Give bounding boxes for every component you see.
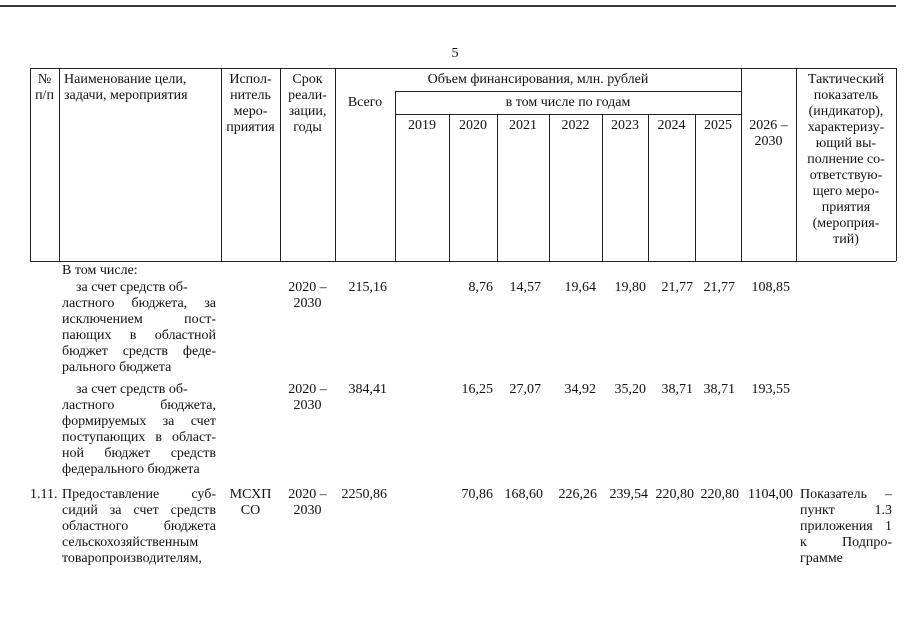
row-term: 2020 – 2030 — [288, 280, 327, 311]
header-indicator: Тактический показатель (индикатор), характеризу- ющий вы- полнение со- ответствую- щего меро- приятия (мероприя- тий) — [807, 72, 885, 247]
header-term: Срок реали- зации, годы — [288, 72, 327, 135]
row-value: 239,54 — [609, 487, 648, 502]
row-value: 70,86 — [461, 487, 493, 502]
page-number: 5 — [451, 46, 459, 61]
row-number: 1.11. — [30, 487, 58, 502]
top-border-line — [0, 5, 896, 7]
row-total: 384,41 — [348, 382, 387, 397]
header-year: 2022 — [561, 118, 590, 133]
header-name: Наименование цели, задачи, мероприятия — [64, 72, 188, 103]
row-total: 2250,86 — [341, 487, 387, 502]
row-value: 220,80 — [700, 487, 739, 502]
row-name-line: ластного бюджета, за — [62, 296, 216, 311]
row-name — [62, 382, 216, 478]
row-term: 2020 – 2030 — [288, 382, 327, 413]
header-year: 2020 — [459, 118, 487, 133]
row-name-line: сельскохозяйственным — [62, 535, 199, 550]
row-name-line: пающих в областной — [62, 328, 216, 343]
header-year: 2026 – 2030 — [749, 118, 788, 149]
row-value: 27,07 — [509, 382, 541, 397]
row-value: 168,60 — [504, 487, 543, 502]
row-value: 19,80 — [614, 280, 646, 295]
row-term: 2020 – 2030 — [288, 487, 327, 518]
row-name-line: товаропроизводителям, — [62, 551, 202, 566]
row-name-line: бюджет средств феде- — [62, 344, 216, 359]
row-indicator-line: приложения 1 — [800, 519, 892, 534]
row-executor: МСХП СО — [229, 487, 272, 518]
row-indicator-line: грамме — [800, 551, 843, 566]
row-value: 193,55 — [751, 382, 790, 397]
row-name-line: ластного бюджета, — [62, 398, 216, 413]
row-value: 14,57 — [509, 280, 541, 295]
row-indicator — [800, 487, 892, 567]
header-by-years: в том числе по годам — [505, 95, 631, 110]
row-name-line: федерального бюджета — [62, 462, 200, 477]
row-name-line: формируемых за счет — [62, 414, 216, 429]
row-name-line: за счет средств об- — [76, 382, 188, 397]
row-name — [62, 280, 216, 376]
row-value: 226,26 — [558, 487, 597, 502]
row-value: 38,71 — [661, 382, 693, 397]
row-value: 35,20 — [614, 382, 646, 397]
row-name-line: областного бюджета — [62, 519, 216, 534]
row-value: 108,85 — [751, 280, 790, 295]
row-indicator-line: Показатель – — [800, 487, 892, 502]
row-name-line: ной бюджет средств — [62, 446, 216, 461]
row-indicator-line: к Подпро- — [800, 535, 892, 550]
row-name-line: исключением пост- — [62, 312, 216, 327]
row-value: 220,80 — [655, 487, 694, 502]
header-funding: Объем финансирования, млн. рублей — [427, 72, 649, 87]
header-year: 2019 — [408, 118, 436, 133]
header-total: Всего — [347, 95, 383, 110]
header-year: 2023 — [611, 118, 639, 133]
row-value: 34,92 — [564, 382, 596, 397]
header-year: 2021 — [509, 118, 537, 133]
row-name — [62, 487, 216, 567]
row-value: 38,71 — [703, 382, 735, 397]
row-name-line: Предоставление суб- — [62, 487, 216, 502]
row-value: 19,64 — [564, 280, 596, 295]
row-label-including: В том числе: — [62, 263, 138, 278]
row-name-line: сидий за счет средств — [62, 503, 216, 518]
header-num: № п/п — [35, 72, 54, 103]
row-name-line: поступающих в област- — [62, 430, 216, 445]
header-executor: Испол- нитель меро- приятия — [226, 72, 275, 135]
row-value: 8,76 — [468, 280, 493, 295]
row-value: 21,77 — [661, 280, 693, 295]
row-value: 21,77 — [703, 280, 735, 295]
header-year: 2025 — [704, 118, 732, 133]
row-value: 16,25 — [461, 382, 493, 397]
row-name-line: рального бюджета — [62, 360, 172, 375]
row-name-line: за счет средств об- — [76, 280, 188, 295]
header-year: 2024 — [657, 118, 686, 133]
row-indicator-line: пункт 1.3 — [800, 503, 892, 518]
row-total: 215,16 — [348, 280, 387, 295]
row-value: 1104,00 — [748, 487, 793, 502]
